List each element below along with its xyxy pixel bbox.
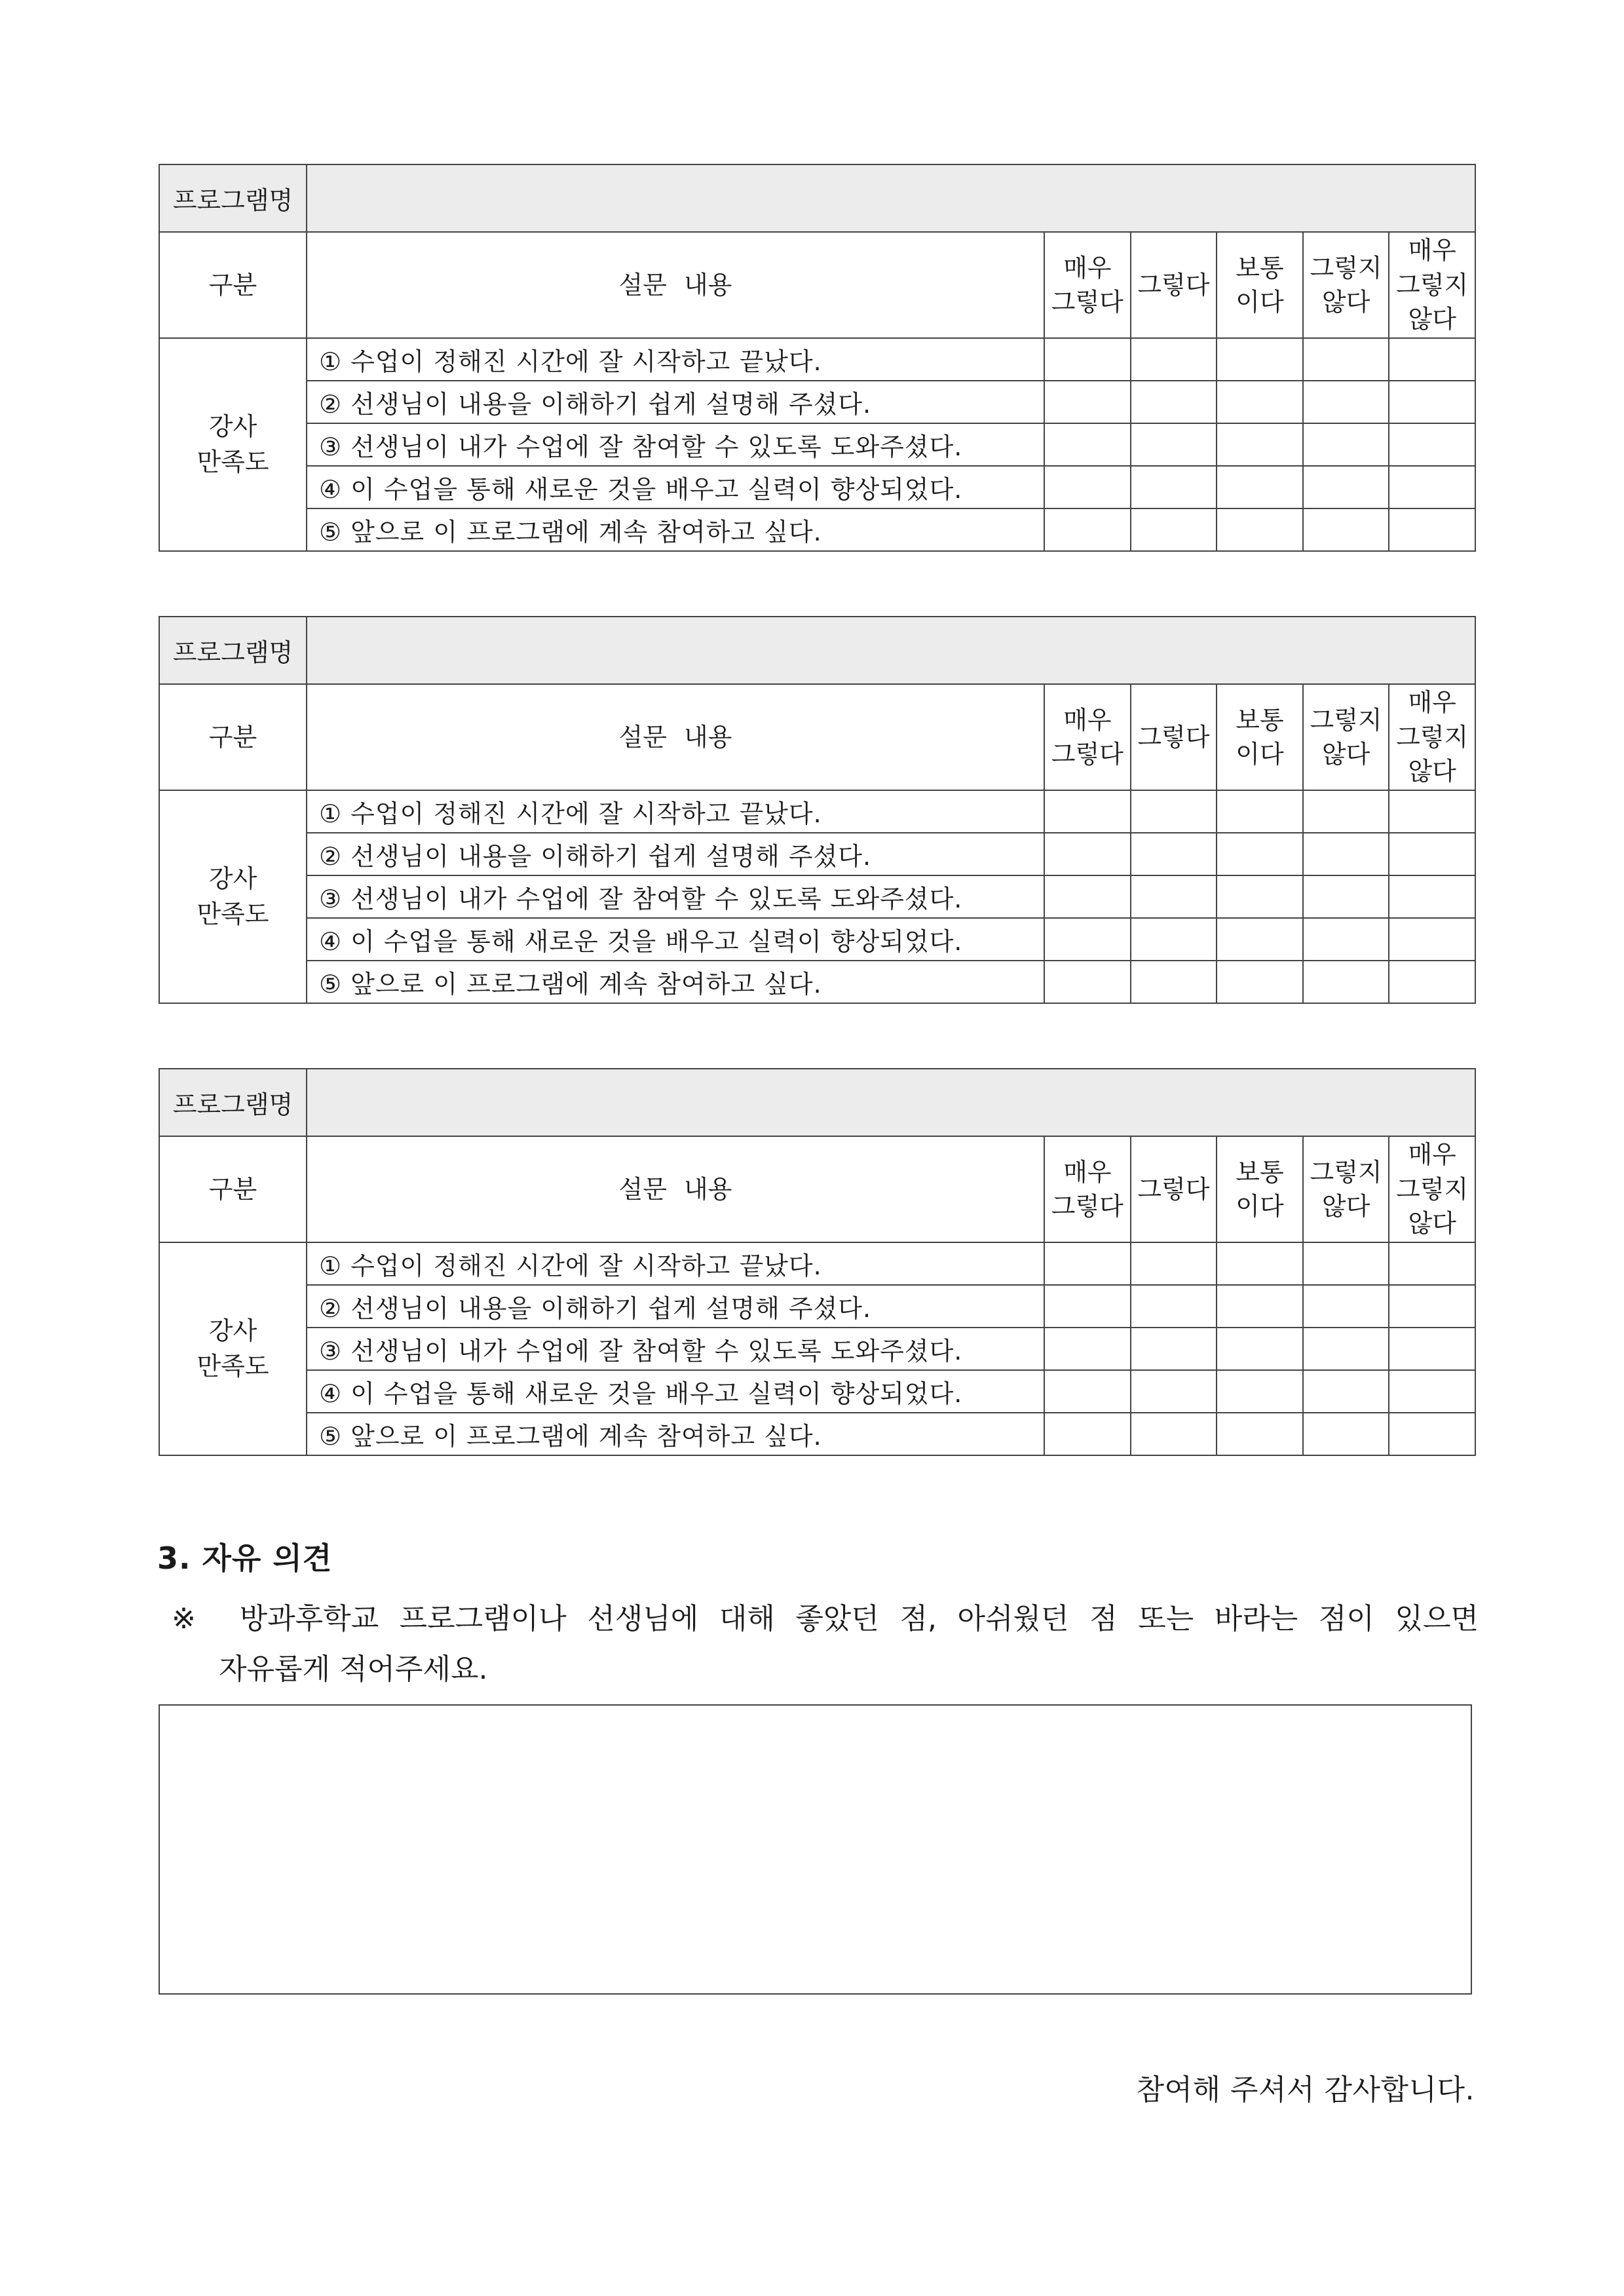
rating-header: 그렇지 않다: [1303, 232, 1389, 338]
rating-cell[interactable]: [1131, 1285, 1217, 1328]
rating-cell[interactable]: [1303, 423, 1389, 466]
rating-cell[interactable]: [1303, 338, 1389, 381]
question-text: ① 수업이 정해진 시간에 잘 시작하고 끝났다.: [307, 338, 1044, 381]
note-mark: ※: [172, 1602, 196, 1636]
header-row: [159, 684, 1475, 790]
rating-cell[interactable]: [1131, 961, 1217, 1003]
question-row: [159, 423, 1475, 466]
rating-cell[interactable]: [1389, 508, 1475, 551]
rating-cell[interactable]: [1303, 918, 1389, 961]
rating-cell[interactable]: [1217, 338, 1303, 381]
instruction-word: 대해: [719, 1602, 775, 1636]
rating-cell[interactable]: [1217, 961, 1303, 1003]
rating-cell[interactable]: [1217, 423, 1303, 466]
rating-cell[interactable]: [1131, 1242, 1217, 1285]
rating-cell[interactable]: [1044, 1370, 1131, 1413]
rating-cell[interactable]: [1389, 381, 1475, 423]
program-name-field[interactable]: [307, 1069, 1475, 1136]
rating-cell[interactable]: [1303, 790, 1389, 833]
rating-cell[interactable]: [1044, 338, 1131, 381]
rating-cell[interactable]: [1303, 961, 1389, 1003]
rating-header: 매우 그렇다: [1044, 684, 1131, 790]
question-row: [159, 1328, 1475, 1370]
rating-cell[interactable]: [1217, 1413, 1303, 1455]
rating-cell[interactable]: [1303, 833, 1389, 875]
rating-cell[interactable]: [1044, 1242, 1131, 1285]
rating-cell[interactable]: [1389, 338, 1475, 381]
rating-header: 그렇지 않다: [1303, 684, 1389, 790]
header-row: [159, 1136, 1475, 1242]
rating-cell[interactable]: [1131, 423, 1217, 466]
rating-cell[interactable]: [1044, 466, 1131, 508]
category-cell: 강사 만족도: [159, 1242, 307, 1455]
program-name-field[interactable]: [307, 617, 1475, 684]
question-text: ② 선생님이 내용을 이해하기 쉽게 설명해 주셨다.: [307, 833, 1044, 875]
section-instructions: [172, 1594, 1479, 1694]
rating-cell[interactable]: [1044, 508, 1131, 551]
rating-cell[interactable]: [1044, 790, 1131, 833]
rating-cell[interactable]: [1303, 1413, 1389, 1455]
rating-cell[interactable]: [1131, 833, 1217, 875]
instruction-word: 좋았던: [795, 1602, 879, 1636]
rating-cell[interactable]: [1217, 918, 1303, 961]
program-name-field[interactable]: [307, 164, 1475, 232]
category-header: 구분: [159, 684, 307, 790]
rating-cell[interactable]: [1131, 1328, 1217, 1370]
content-header: 설문 내용: [307, 1136, 1044, 1242]
rating-cell[interactable]: [1217, 508, 1303, 551]
instruction-line-1: [172, 1594, 1479, 1644]
rating-cell[interactable]: [1044, 875, 1131, 918]
instruction-word: 또는: [1138, 1602, 1194, 1636]
question-text: ③ 선생님이 내가 수업에 잘 참여할 수 있도록 도와주셨다.: [307, 1328, 1044, 1370]
instruction-word: 점,: [899, 1602, 937, 1636]
rating-header: 매우 그렇지 않다: [1389, 684, 1475, 790]
category-cell: 강사 만족도: [159, 338, 307, 551]
question-text: ④ 이 수업을 통해 새로운 것을 배우고 실력이 향상되었다.: [307, 918, 1044, 961]
rating-cell[interactable]: [1044, 381, 1131, 423]
rating-cell[interactable]: [1044, 918, 1131, 961]
survey-table: [159, 616, 1476, 1004]
rating-header: 보통 이다: [1217, 684, 1303, 790]
survey-table: [159, 1068, 1476, 1456]
rating-cell[interactable]: [1389, 1328, 1475, 1370]
question-text: ① 수업이 정해진 시간에 잘 시작하고 끝났다.: [307, 790, 1044, 833]
instruction-word: 있으면: [1395, 1602, 1479, 1636]
rating-cell[interactable]: [1131, 790, 1217, 833]
question-text: ② 선생님이 내용을 이해하기 쉽게 설명해 주셨다.: [307, 1285, 1044, 1328]
rating-cell[interactable]: [1389, 961, 1475, 1003]
rating-cell[interactable]: [1303, 466, 1389, 508]
rating-header: 그렇다: [1131, 1136, 1217, 1242]
question-row: [159, 508, 1475, 551]
section-title: 3. 자유 의견: [157, 1540, 333, 1576]
instruction-word: 선생님에: [587, 1602, 699, 1636]
rating-cell[interactable]: [1131, 1413, 1217, 1455]
rating-header: 매우 그렇다: [1044, 232, 1131, 338]
rating-header: 매우 그렇지 않다: [1389, 1136, 1475, 1242]
question-text: ④ 이 수업을 통해 새로운 것을 배우고 실력이 향상되었다.: [307, 1370, 1044, 1413]
instruction-line-2: 자유롭게 적어주세요.: [219, 1653, 488, 1686]
instruction-word: 점: [1089, 1602, 1118, 1636]
question-row: [159, 381, 1475, 423]
rating-cell[interactable]: [1389, 833, 1475, 875]
rating-cell[interactable]: [1389, 1242, 1475, 1285]
rating-cell[interactable]: [1044, 1413, 1131, 1455]
rating-cell[interactable]: [1217, 1370, 1303, 1413]
program-name-label: 프로그램명: [159, 617, 307, 684]
question-row: [159, 918, 1475, 961]
rating-cell[interactable]: [1389, 1413, 1475, 1455]
question-row: [159, 466, 1475, 508]
question-text: ③ 선생님이 내가 수업에 잘 참여할 수 있도록 도와주셨다.: [307, 875, 1044, 918]
question-row: [159, 338, 1475, 381]
program-name-row: [159, 164, 1475, 232]
rating-cell[interactable]: [1303, 1370, 1389, 1413]
question-row: [159, 1285, 1475, 1328]
rating-header: 매우 그렇지 않다: [1389, 232, 1475, 338]
category-header: 구분: [159, 1136, 307, 1242]
rating-cell[interactable]: [1044, 833, 1131, 875]
rating-cell[interactable]: [1217, 381, 1303, 423]
rating-cell[interactable]: [1131, 466, 1217, 508]
program-name-row: [159, 1069, 1475, 1136]
rating-cell[interactable]: [1131, 1370, 1217, 1413]
survey-table: [159, 164, 1476, 552]
rating-header: 보통 이다: [1217, 232, 1303, 338]
rating-cell[interactable]: [1131, 338, 1217, 381]
rating-cell[interactable]: [1131, 381, 1217, 423]
category-cell: 강사 만족도: [159, 790, 307, 1003]
rating-cell[interactable]: [1131, 875, 1217, 918]
rating-cell[interactable]: [1389, 875, 1475, 918]
question-text: ④ 이 수업을 통해 새로운 것을 배우고 실력이 향상되었다.: [307, 466, 1044, 508]
rating-cell[interactable]: [1217, 1242, 1303, 1285]
question-text: ⑤ 앞으로 이 프로그램에 계속 참여하고 싶다.: [307, 961, 1044, 1003]
closing-message: 참여해 주셔서 감사합니다.: [1136, 2073, 1475, 2107]
rating-cell[interactable]: [1389, 918, 1475, 961]
rating-cell[interactable]: [1389, 1285, 1475, 1328]
question-row: [159, 1242, 1475, 1285]
question-row: [159, 961, 1475, 1003]
rating-cell[interactable]: [1217, 833, 1303, 875]
question-row: [159, 875, 1475, 918]
rating-header: 그렇다: [1131, 684, 1217, 790]
rating-cell[interactable]: [1217, 1285, 1303, 1328]
rating-cell[interactable]: [1389, 423, 1475, 466]
instruction-word: 바라는: [1214, 1602, 1298, 1636]
rating-cell[interactable]: [1217, 790, 1303, 833]
rating-cell[interactable]: [1044, 1285, 1131, 1328]
program-name-row: [159, 617, 1475, 684]
category-header: 구분: [159, 232, 307, 338]
rating-cell[interactable]: [1131, 918, 1217, 961]
rating-cell[interactable]: [1044, 1328, 1131, 1370]
rating-header: 보통 이다: [1217, 1136, 1303, 1242]
content-header: 설문 내용: [307, 684, 1044, 790]
rating-cell[interactable]: [1303, 875, 1389, 918]
rating-cell[interactable]: [1303, 508, 1389, 551]
instruction-word: 점이: [1318, 1602, 1374, 1636]
question-text: ③ 선생님이 내가 수업에 잘 참여할 수 있도록 도와주셨다.: [307, 423, 1044, 466]
program-name-label: 프로그램명: [159, 164, 307, 232]
rating-cell[interactable]: [1217, 1328, 1303, 1370]
rating-cell[interactable]: [1303, 1285, 1389, 1328]
rating-cell[interactable]: [1303, 381, 1389, 423]
rating-header: 그렇지 않다: [1303, 1136, 1389, 1242]
instruction-word: 프로그램이나: [399, 1602, 567, 1636]
question-text: ① 수업이 정해진 시간에 잘 시작하고 끝났다.: [307, 1242, 1044, 1285]
instruction-word: 방과후학교: [239, 1602, 379, 1636]
content-header: 설문 내용: [307, 232, 1044, 338]
rating-header: 그렇다: [1131, 232, 1217, 338]
rating-cell[interactable]: [1044, 423, 1131, 466]
program-name-label: 프로그램명: [159, 1069, 307, 1136]
rating-header: 매우 그렇다: [1044, 1136, 1131, 1242]
question-text: ⑤ 앞으로 이 프로그램에 계속 참여하고 싶다.: [307, 508, 1044, 551]
question-row: [159, 790, 1475, 833]
free-opinion-answer-box[interactable]: [159, 1704, 1472, 1995]
rating-cell[interactable]: [1217, 466, 1303, 508]
question-row: [159, 1413, 1475, 1455]
rating-cell[interactable]: [1303, 1328, 1389, 1370]
rating-cell[interactable]: [1389, 466, 1475, 508]
question-row: [159, 1370, 1475, 1413]
rating-cell[interactable]: [1303, 1242, 1389, 1285]
question-text: ⑤ 앞으로 이 프로그램에 계속 참여하고 싶다.: [307, 1413, 1044, 1455]
rating-cell[interactable]: [1131, 508, 1217, 551]
rating-cell[interactable]: [1217, 875, 1303, 918]
rating-cell[interactable]: [1044, 961, 1131, 1003]
rating-cell[interactable]: [1389, 1370, 1475, 1413]
instruction-word: 아쉬웠던: [957, 1602, 1069, 1636]
rating-cell[interactable]: [1389, 790, 1475, 833]
header-row: [159, 232, 1475, 338]
question-row: [159, 833, 1475, 875]
question-text: ② 선생님이 내용을 이해하기 쉽게 설명해 주셨다.: [307, 381, 1044, 423]
